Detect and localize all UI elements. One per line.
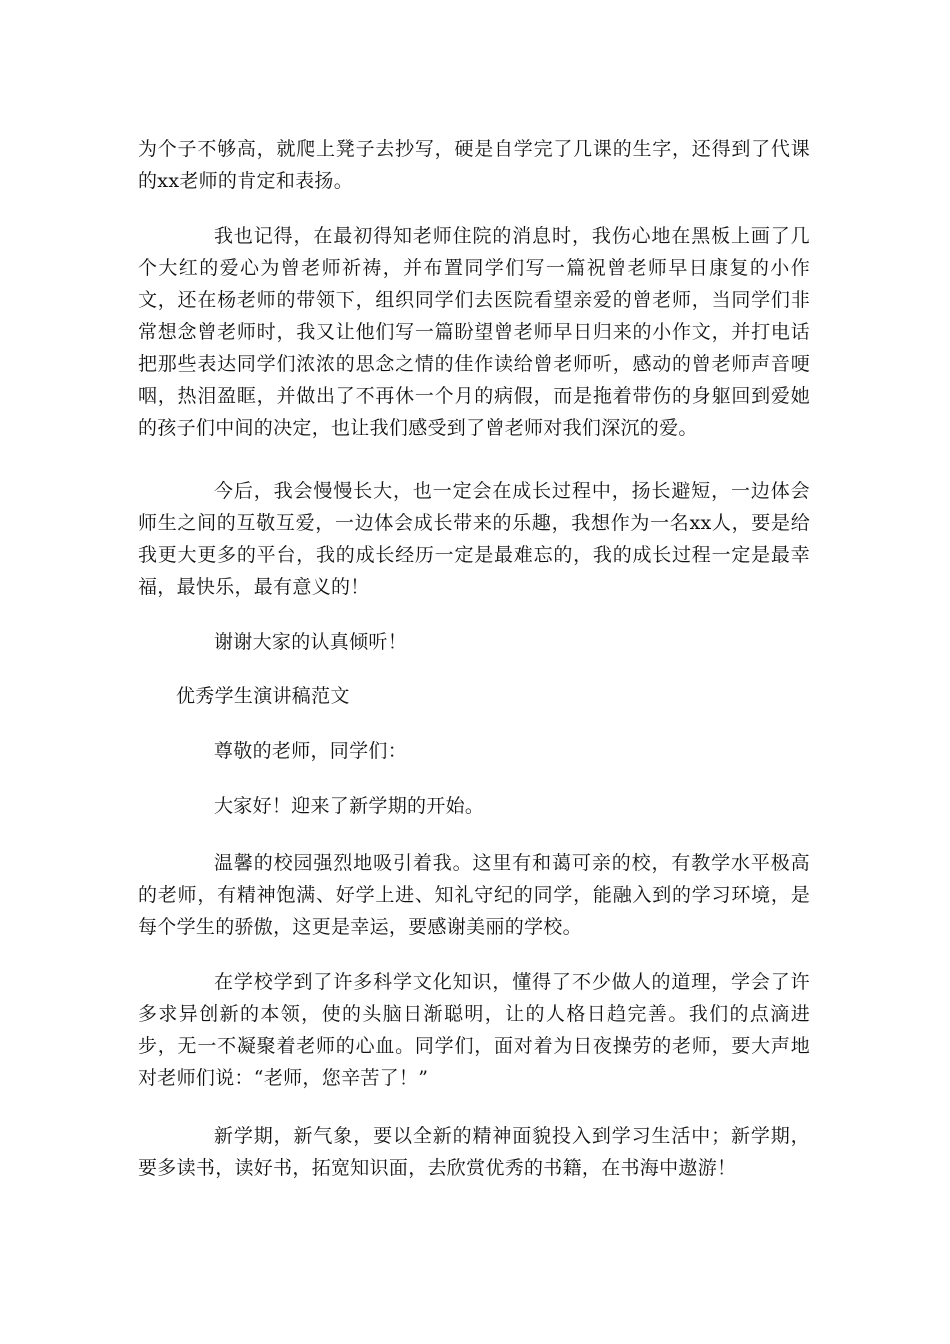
paragraph-future: 今后，我会慢慢长大，也一定会在成长过程中，扬长避短，一边体会师生之间的互敬互爱，一边体会成长带来的乐趣，我想作为一名xx人，要是给我更大更多的平台，我的成长经历一定是最难忘的，我的成长过程一定是最幸福，最快乐，最有意义的！ xyxy=(138,480,810,598)
salutation: 尊敬的老师，同学们： xyxy=(214,740,408,762)
paragraph-hospital-memory: 我也记得，在最初得知老师住院的消息时，我伤心地在黑板上画了几个大红的爱心为曾老师祈祷，并布置同学们写一篇祝曾老师早日康复的小作文，还在杨老师的带领下，组织同学们去医院看望亲爱的曾老师，当同学们非常想念曾老师时，我又让他们写一篇盼望曾老师早日归来的小作文，并打电话把那些表达同学们浓浓的思念之情的佳作读给曾老师听，感动的曾老师声音哽咽，热泪盈眶，并做出了不再休一个月的病假，而是拖着带伤的身躯回到爱她的孩子们中间的决定，也让我们感受到了曾老师对我们深沉的爱。 xyxy=(138,225,810,439)
paragraph-campus: 温馨的校园强烈地吸引着我。这里有和蔼可亲的校，有教学水平极高的老师，有精神饱满、好学上进、知礼守纪的同学，能融入到的学习环境，是每个学生的骄傲，这更是幸运，要感谢美丽的学校。 xyxy=(138,852,810,938)
paragraph-thanks: 谢谢大家的认真倾听！ xyxy=(214,631,408,653)
paragraph-learning: 在学校学到了许多科学文化知识，懂得了不少做人的道理，学会了许多求异创新的本领，使的头脑日渐聪明，让的人格日趋完善。我们的点滴进步，无一不凝聚着老师的心血。同学们，面对着为日夜操劳的老师，要大声地对老师们说：“老师，您辛苦了！” xyxy=(138,971,810,1089)
paragraph-continuation: 为个子不够高，就爬上凳子去抄写，硬是自学完了几课的生字，还得到了代课的xx老师的肯定和表扬。 xyxy=(138,138,810,192)
greeting: 大家好！迎来了新学期的开始。 xyxy=(214,795,485,817)
section-title: 优秀学生演讲稿范文 xyxy=(176,685,350,707)
paragraph-new-semester: 新学期，新气象，要以全新的精神面貌投入到学习生活中；新学期，要多读书，读好书，拓宽知识面，去欣赏优秀的书籍，在书海中遨游！ xyxy=(138,1125,810,1179)
